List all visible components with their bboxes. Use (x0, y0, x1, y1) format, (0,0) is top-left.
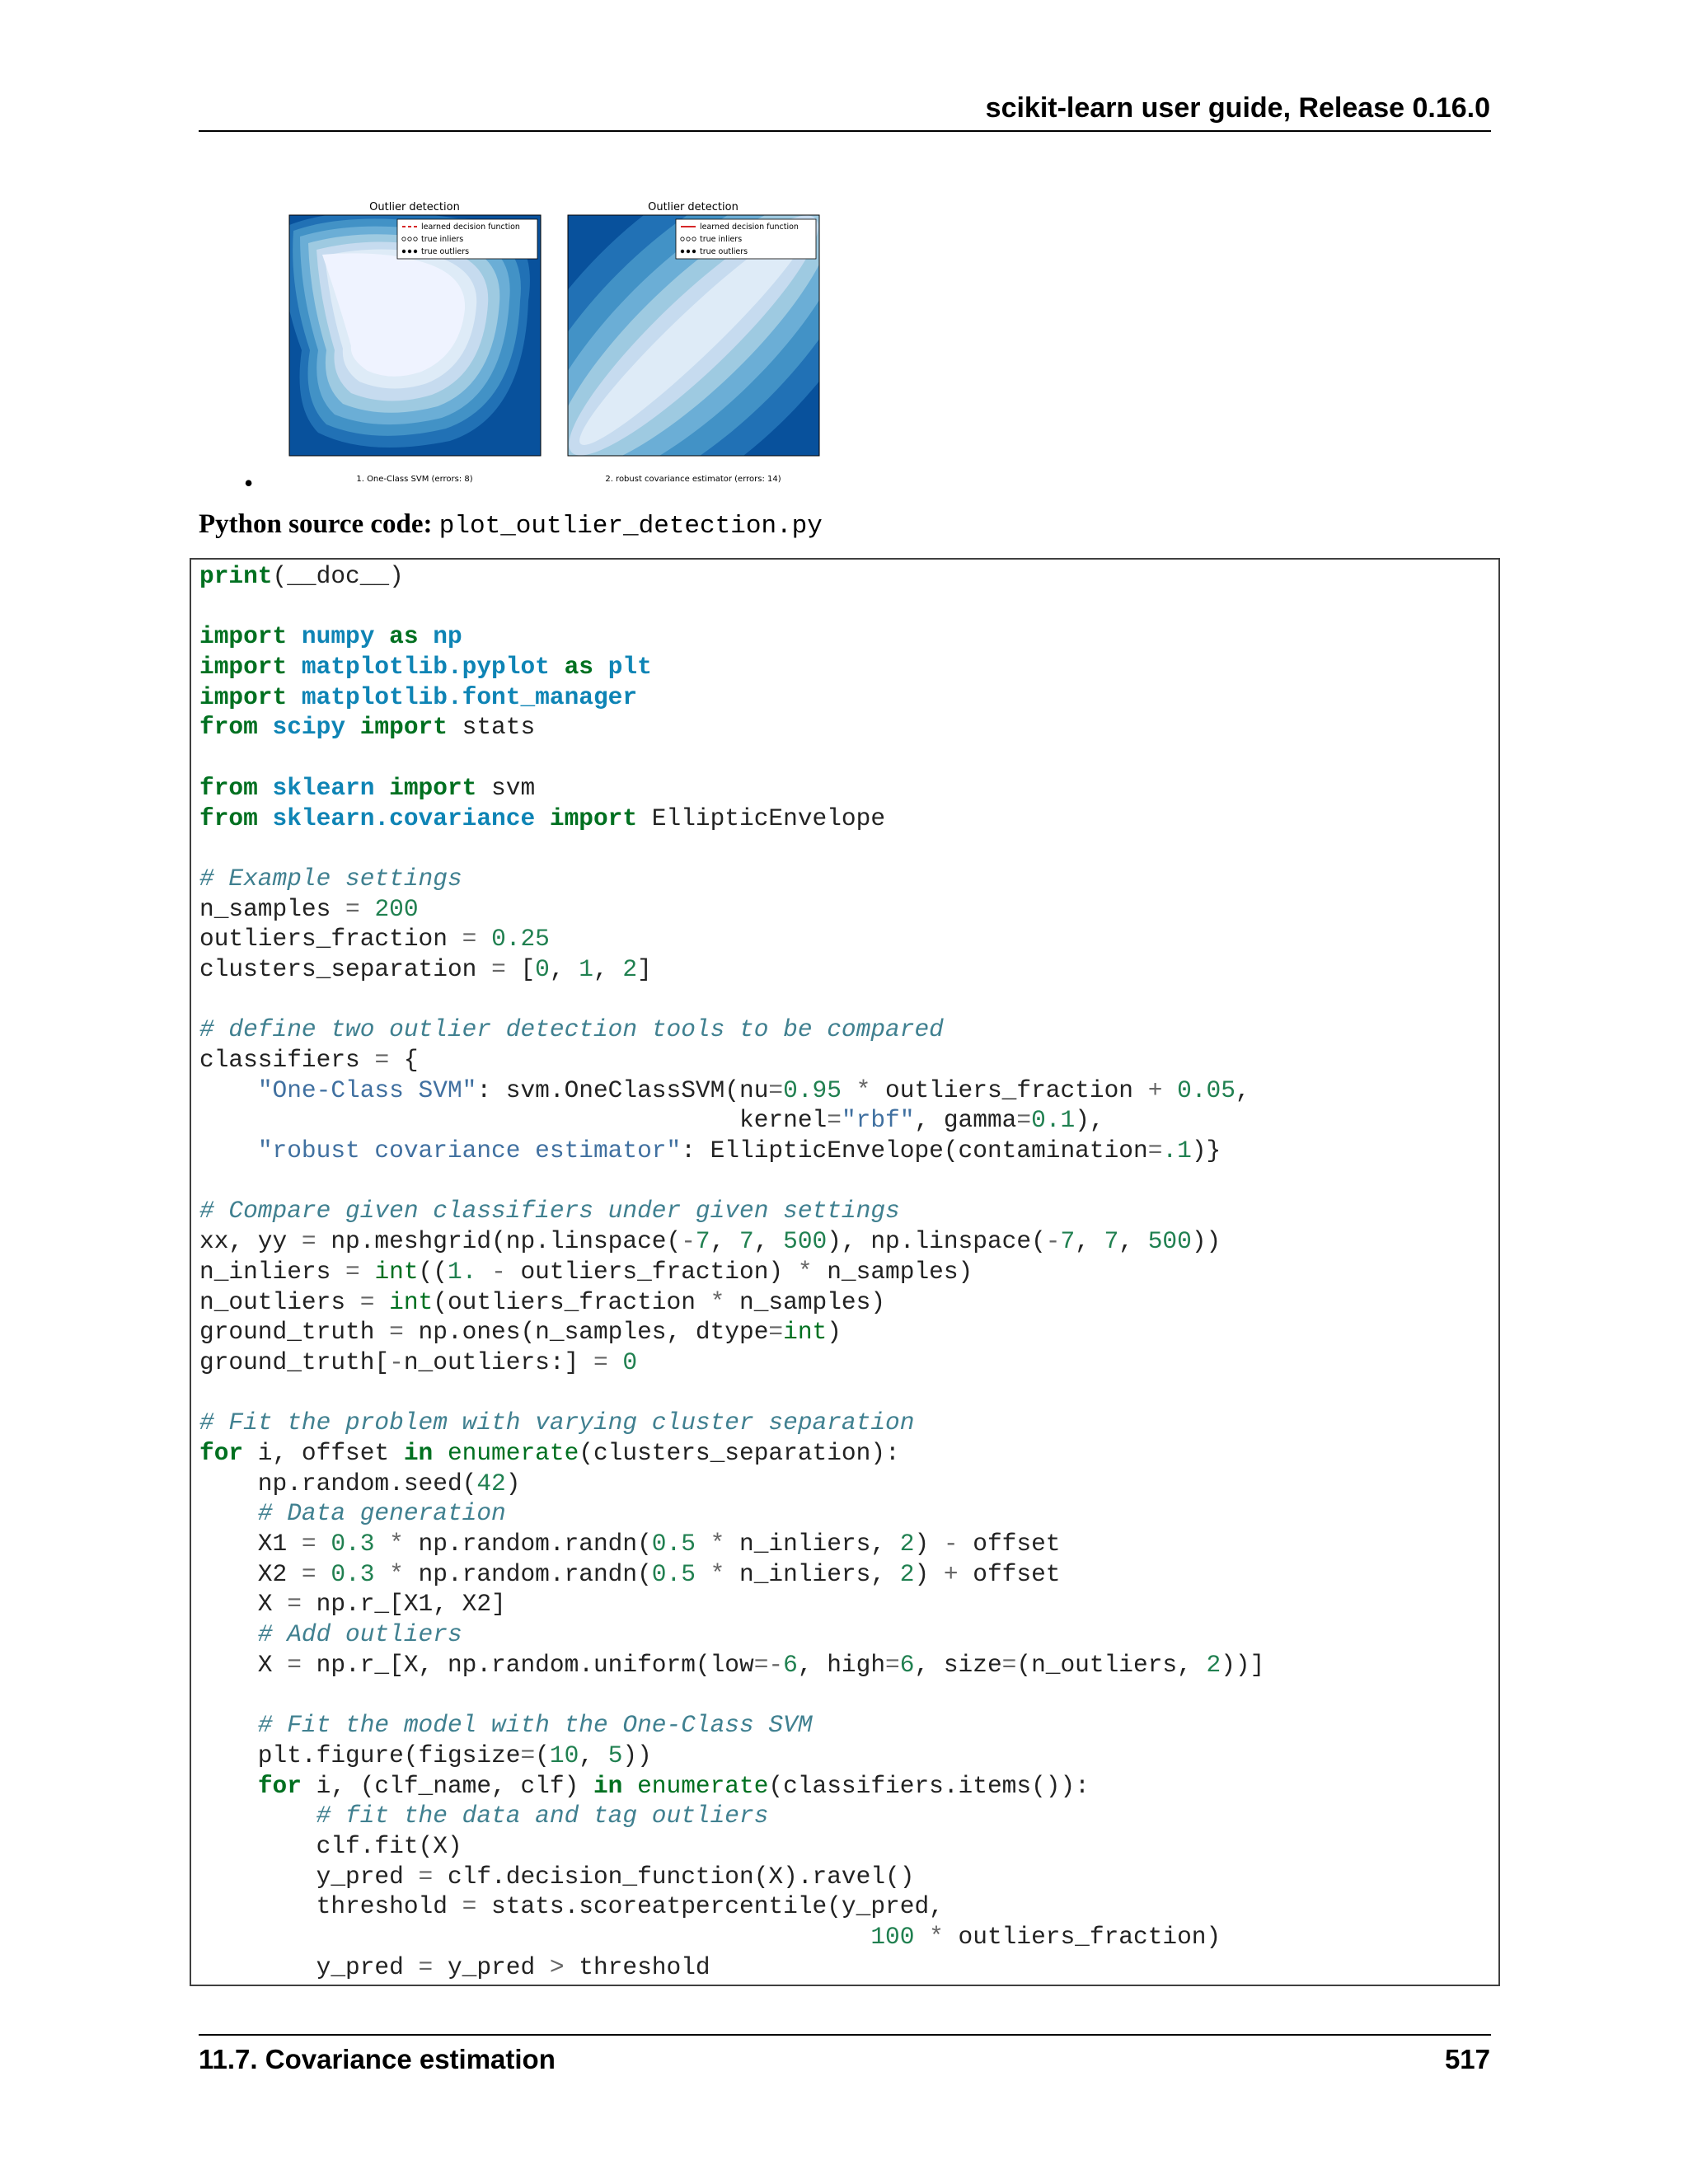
code-token: np.random.seed( (199, 1469, 477, 1497)
code-token: matplotlib.pyplot (301, 653, 550, 682)
code-line (199, 1469, 1264, 1499)
code-token: 100 (870, 1922, 915, 1951)
legend1-inliers: true inliers (421, 235, 464, 244)
code-token: # Data generation (257, 1499, 506, 1528)
code-line (199, 1347, 1264, 1378)
code-token: numpy (301, 622, 375, 651)
code-line (199, 592, 1264, 622)
code-line (199, 1408, 1264, 1438)
code-token (476, 1258, 491, 1286)
code-line (199, 1680, 1264, 1710)
code-token: ground_truth[ (199, 1347, 390, 1376)
code-token (1162, 1076, 1177, 1104)
code-token: (( (418, 1257, 448, 1286)
code-token: = (1016, 1106, 1032, 1135)
panel2-title: Outlier detection (648, 201, 738, 213)
code-token: import (199, 622, 288, 651)
code-token: # Fit the problem with varying cluster separation (199, 1408, 915, 1437)
source-filename[interactable]: plot_outlier_detection.py (438, 512, 823, 541)
code-token: enumerate (447, 1438, 579, 1467)
code-token: 1. (447, 1257, 477, 1286)
code-token: = (520, 1741, 536, 1769)
code-token: * (797, 1257, 813, 1286)
code-token: outliers_fraction) (505, 1257, 798, 1286)
code-token: import (359, 713, 448, 742)
code-token: "robust covariance estimator" (257, 1137, 682, 1165)
code-token: 0.05 (1177, 1076, 1236, 1104)
code-token: from (199, 804, 258, 832)
figure-bullet: • (244, 468, 254, 498)
code-listing (199, 561, 1264, 1982)
legend2-decision: learned decision function (700, 223, 799, 232)
code-token: = (418, 1952, 434, 1981)
code-token: ) (914, 1530, 944, 1558)
code-token: = (827, 1106, 842, 1135)
code-token: stats (447, 713, 536, 742)
code-line (199, 1862, 1264, 1892)
code-token (360, 1258, 375, 1286)
code-token: 200 (374, 894, 419, 923)
code-token: = (301, 1559, 316, 1588)
code-token: .1 (1162, 1137, 1192, 1165)
code-line (199, 1317, 1264, 1347)
code-token: plt (607, 653, 652, 682)
code-token: i, offset (243, 1438, 404, 1467)
code-token: , (1235, 1076, 1250, 1104)
footer-section: 11.7. Covariance estimation (199, 2044, 556, 2074)
code-line (199, 924, 1264, 954)
legend2-outliers: true outliers (700, 247, 748, 256)
code-token: (outliers_fraction (433, 1287, 710, 1316)
code-token: 500 (1147, 1227, 1192, 1256)
code-token: : svm.OneClassSVM(nu (476, 1076, 769, 1104)
code-token: = (345, 1257, 360, 1286)
code-token: np.random.randn( (403, 1559, 652, 1588)
code-line (199, 682, 1264, 713)
code-token (914, 1923, 929, 1951)
code-token: np.r_[X, np.random.uniform(low (301, 1650, 754, 1679)
code-token: offset (958, 1530, 1061, 1558)
code-line (199, 985, 1264, 1015)
code-token: sklearn.covariance (272, 804, 536, 832)
code-token: * (929, 1922, 944, 1951)
code-token: 5 (607, 1741, 623, 1769)
code-token: > (549, 1952, 565, 1981)
code-line (199, 621, 1264, 652)
code-token: 0 (535, 954, 550, 983)
code-token: y_pred (433, 1952, 550, 1981)
panel1-legend (397, 219, 537, 259)
code-token: matplotlib.font_manager (301, 682, 638, 711)
code-line (199, 833, 1264, 864)
code-token: i, (clf_name, clf) (301, 1771, 593, 1800)
code-token: np.r_[X1, X2] (301, 1590, 506, 1619)
code-line (199, 1196, 1264, 1226)
code-token: , size (914, 1650, 1002, 1679)
code-token: * (389, 1530, 404, 1558)
code-token: clf.fit(X) (199, 1831, 462, 1860)
code-line (199, 1105, 1264, 1136)
code-token (287, 622, 302, 650)
header-title: scikit-learn user guide, Release 0.16.0 (985, 92, 1490, 124)
code-token: - (681, 1227, 696, 1256)
code-token: # define two outlier detection tools to be compared (199, 1015, 944, 1044)
code-token (199, 1076, 258, 1104)
code-token: n_inliers, (724, 1530, 900, 1558)
code-token: - (389, 1347, 404, 1376)
code-token: ) (827, 1318, 842, 1347)
code-line (199, 1741, 1264, 1771)
code-token: n_samples) (812, 1257, 973, 1286)
code-token (258, 804, 273, 832)
code-line (199, 1559, 1264, 1590)
code-token: 0 (622, 1347, 638, 1376)
panel2-xlabel: 2. robust covariance estimator (errors: 14) (605, 475, 781, 484)
code-line (199, 773, 1264, 804)
code-token: 7 (739, 1227, 754, 1256)
code-token: ), np.linspace( (827, 1227, 1046, 1256)
code-token: 2 (1206, 1650, 1221, 1679)
code-token (360, 895, 375, 923)
code-token: = (593, 1347, 608, 1376)
legend1-decision: learned decision function (421, 223, 520, 232)
code-token: "rbf" (841, 1106, 915, 1135)
code-token: import (549, 804, 638, 832)
code-token: np.random.randn( (403, 1530, 652, 1558)
source-code-line (199, 509, 823, 541)
code-token: )} (1191, 1137, 1221, 1165)
code-token: (__doc__) (272, 562, 404, 590)
code-line (199, 1619, 1264, 1650)
code-token: = (768, 1318, 784, 1347)
code-line (199, 1076, 1264, 1106)
code-token: ] (637, 954, 652, 983)
code-token: , (1118, 1227, 1148, 1256)
legend1-outliers: true outliers (421, 247, 470, 256)
code-token: = (359, 1287, 375, 1316)
code-token: kernel (199, 1106, 828, 1135)
code-line (199, 1529, 1264, 1559)
code-token: , (579, 1741, 608, 1769)
code-token (287, 653, 302, 681)
code-token: =- (753, 1650, 784, 1679)
code-token: enumerate (637, 1771, 769, 1800)
code-line (199, 1710, 1264, 1741)
code-token: 500 (783, 1227, 828, 1256)
code-token: 7 (1060, 1227, 1076, 1256)
source-code-label: Python source code: (199, 509, 433, 539)
code-token: # Example settings (199, 864, 462, 893)
code-token: + (1147, 1076, 1163, 1104)
code-token: # fit the data and tag outliers (316, 1802, 769, 1830)
code-token: n_outliers (199, 1287, 360, 1316)
code-line (199, 954, 1264, 985)
code-line (199, 1771, 1264, 1802)
code-token (287, 683, 302, 711)
code-token: (classifiers.items()): (768, 1771, 1090, 1800)
code-token (258, 774, 273, 802)
code-token (535, 804, 550, 832)
code-token: = (287, 1590, 302, 1619)
code-token: as (389, 622, 419, 651)
code-token: + (943, 1559, 959, 1588)
code-token (593, 653, 608, 681)
code-token: ( (535, 1741, 550, 1769)
code-token: 1 (579, 954, 593, 983)
code-token: import (389, 773, 477, 802)
code-token: * (710, 1559, 725, 1588)
code-token: * (710, 1287, 725, 1316)
code-token: 7 (695, 1227, 710, 1256)
code-token: = (1001, 1650, 1017, 1679)
code-line (199, 804, 1264, 834)
code-token: , high (797, 1650, 886, 1679)
code-token (550, 653, 565, 681)
code-line (199, 1136, 1264, 1166)
code-token: ) (914, 1559, 944, 1588)
code-token: X2 (199, 1559, 302, 1588)
code-token (199, 1137, 258, 1165)
code-token: 2 (899, 1530, 915, 1558)
code-token: 10 (549, 1741, 579, 1769)
code-token: outliers_fraction) (943, 1922, 1221, 1951)
code-token: = (374, 1046, 390, 1074)
code-token: , (753, 1227, 784, 1256)
code-token: threshold (199, 1892, 462, 1921)
code-token: sklearn (272, 773, 375, 802)
code-line (199, 1287, 1264, 1318)
code-token: ))] (1221, 1650, 1265, 1679)
legend2-inliers: true inliers (700, 235, 743, 244)
code-token: 0.95 (783, 1076, 842, 1104)
code-line (199, 1922, 1264, 1952)
code-line (199, 1226, 1264, 1257)
code-token: [ (505, 954, 536, 983)
code-token: np.meshgrid(np.linspace( (316, 1227, 682, 1256)
code-token: 0.5 (651, 1530, 696, 1558)
code-token: = (491, 954, 506, 983)
code-token: 2 (899, 1559, 915, 1588)
code-line (199, 894, 1264, 925)
code-token (374, 1560, 389, 1588)
code-token: - (1045, 1227, 1061, 1256)
code-token: 0.1 (1031, 1106, 1076, 1135)
code-token: = (301, 1530, 316, 1558)
code-token (199, 1802, 316, 1830)
code-token: 0.25 (491, 925, 550, 954)
code-line (199, 1438, 1264, 1469)
code-token: * (389, 1559, 404, 1588)
code-token: ), (1075, 1106, 1104, 1135)
code-token: np (433, 622, 462, 651)
code-token: scipy (272, 713, 346, 742)
code-token: 0.3 (331, 1530, 375, 1558)
code-token: in (593, 1771, 623, 1800)
code-token (199, 1499, 258, 1527)
code-token: 42 (476, 1469, 506, 1497)
code-line (199, 1801, 1264, 1831)
code-token: clusters_separation (199, 954, 492, 983)
code-token: plt.figure(figsize (199, 1741, 521, 1769)
panel2-legend (676, 219, 816, 259)
code-token: = (885, 1650, 900, 1679)
code-token: = (462, 925, 477, 954)
code-token: , (1075, 1227, 1104, 1256)
header-rule (199, 130, 1491, 132)
code-token: int (374, 1257, 419, 1286)
code-line (199, 1257, 1264, 1287)
code-line (199, 1831, 1264, 1862)
code-token: import (199, 653, 288, 682)
code-token (316, 1530, 331, 1558)
code-token (622, 1772, 637, 1800)
code-token (419, 622, 434, 650)
code-token: # Add outliers (257, 1620, 462, 1649)
code-line (199, 1891, 1264, 1922)
code-token: xx, yy (199, 1227, 302, 1256)
code-token: X1 (199, 1530, 302, 1558)
code-token: = (287, 1650, 302, 1679)
code-line (199, 561, 1264, 592)
code-token: # Compare given classifiers under given settings (199, 1197, 900, 1226)
code-token (374, 622, 389, 650)
code-token: y_pred (199, 1952, 419, 1981)
code-token: # Fit the model with the One-Class SVM (257, 1711, 813, 1740)
code-token: 0.3 (331, 1559, 375, 1588)
code-token: stats.scoreatpercentile(y_pred, (476, 1892, 944, 1921)
code-line (199, 1166, 1264, 1197)
code-token: import (199, 682, 288, 711)
code-token: , (593, 954, 623, 983)
code-token: "One-Class SVM" (257, 1076, 477, 1104)
code-token: )) (622, 1741, 652, 1769)
code-token: offset (958, 1559, 1061, 1588)
code-line (199, 1378, 1264, 1408)
code-line (199, 652, 1264, 682)
code-token: svm (476, 773, 536, 802)
code-token: threshold (564, 1952, 710, 1981)
code-token: , gamma (914, 1106, 1017, 1135)
code-token: outliers_fraction (199, 925, 462, 954)
code-token (374, 774, 389, 802)
code-token: 6 (899, 1650, 915, 1679)
code-token: ) (505, 1469, 521, 1497)
code-token: = (462, 1892, 477, 1921)
code-token: clf.decision_function(X).ravel() (433, 1862, 915, 1891)
code-token (696, 1560, 710, 1588)
code-token: print (199, 562, 273, 590)
code-line (199, 1015, 1264, 1045)
code-token: classifiers (199, 1046, 375, 1074)
code-token: = (345, 894, 360, 923)
code-token: = (301, 1227, 316, 1256)
code-token: , (549, 954, 579, 983)
footer-rule (199, 2034, 1491, 2036)
code-token: - (491, 1257, 506, 1286)
code-token: n_outliers:] (403, 1347, 593, 1376)
code-token: for (257, 1771, 302, 1800)
code-line (199, 1952, 1264, 1983)
code-token: * (856, 1076, 871, 1104)
code-token: n_samples) (724, 1287, 886, 1316)
code-token: np.ones(n_samples, dtype (403, 1318, 769, 1347)
code-line (199, 1045, 1264, 1076)
code-token (696, 1530, 710, 1558)
code-token: = (768, 1076, 784, 1104)
code-token: X (199, 1650, 288, 1679)
code-token: n_inliers, (724, 1559, 900, 1588)
code-token (842, 1076, 856, 1104)
code-token: int (389, 1287, 434, 1316)
code-token: * (710, 1530, 725, 1558)
code-token: 6 (783, 1650, 798, 1679)
panel-one-class-svm (284, 201, 542, 484)
code-line (199, 1498, 1264, 1529)
outlier-figure (244, 194, 836, 494)
code-line (199, 712, 1264, 743)
code-token (608, 1348, 623, 1376)
code-token (374, 1530, 389, 1558)
code-token: = (389, 1318, 404, 1347)
code-token: from (199, 713, 258, 742)
code-token: , (710, 1227, 740, 1256)
code-token: in (403, 1438, 434, 1467)
code-block (190, 558, 1500, 1986)
code-token (199, 1711, 258, 1739)
code-token (258, 713, 273, 741)
code-line (199, 1650, 1264, 1680)
code-token: : EllipticEnvelope(contamination (681, 1137, 1148, 1165)
code-token: 2 (622, 954, 638, 983)
code-token: 7 (1104, 1227, 1119, 1256)
code-token: EllipticEnvelope (637, 804, 886, 832)
code-token (199, 1923, 870, 1951)
code-token: ground_truth (199, 1318, 390, 1347)
code-token (374, 1288, 389, 1316)
code-token: = (1147, 1137, 1163, 1165)
code-line (199, 1589, 1264, 1619)
code-token: int (783, 1318, 828, 1347)
code-token: from (199, 773, 258, 802)
code-token: (n_outliers, (1016, 1650, 1207, 1679)
code-token (199, 1620, 258, 1648)
code-token: )) (1191, 1227, 1221, 1256)
page-number: 517 (1444, 2044, 1490, 2074)
code-token: for (199, 1438, 244, 1467)
panel1-title: Outlier detection (369, 201, 460, 213)
code-token (199, 1772, 258, 1800)
code-token: (clusters_separation): (579, 1438, 900, 1467)
code-token: n_samples (199, 894, 346, 923)
code-token: { (389, 1046, 419, 1074)
code-token (316, 1560, 331, 1588)
code-token (345, 713, 360, 741)
code-token: X (199, 1590, 288, 1619)
code-token: - (943, 1530, 959, 1558)
code-token: n_inliers (199, 1257, 346, 1286)
panel1-xlabel: 1. One-Class SVM (errors: 8) (356, 475, 473, 484)
code-line (199, 864, 1264, 894)
code-token: outliers_fraction (870, 1076, 1148, 1104)
code-line (199, 743, 1264, 773)
code-token (476, 925, 491, 953)
code-token: as (564, 653, 593, 682)
code-token: 0.5 (651, 1559, 696, 1588)
code-token: = (418, 1862, 434, 1891)
code-token (433, 1439, 448, 1467)
code-token: y_pred (199, 1862, 419, 1891)
